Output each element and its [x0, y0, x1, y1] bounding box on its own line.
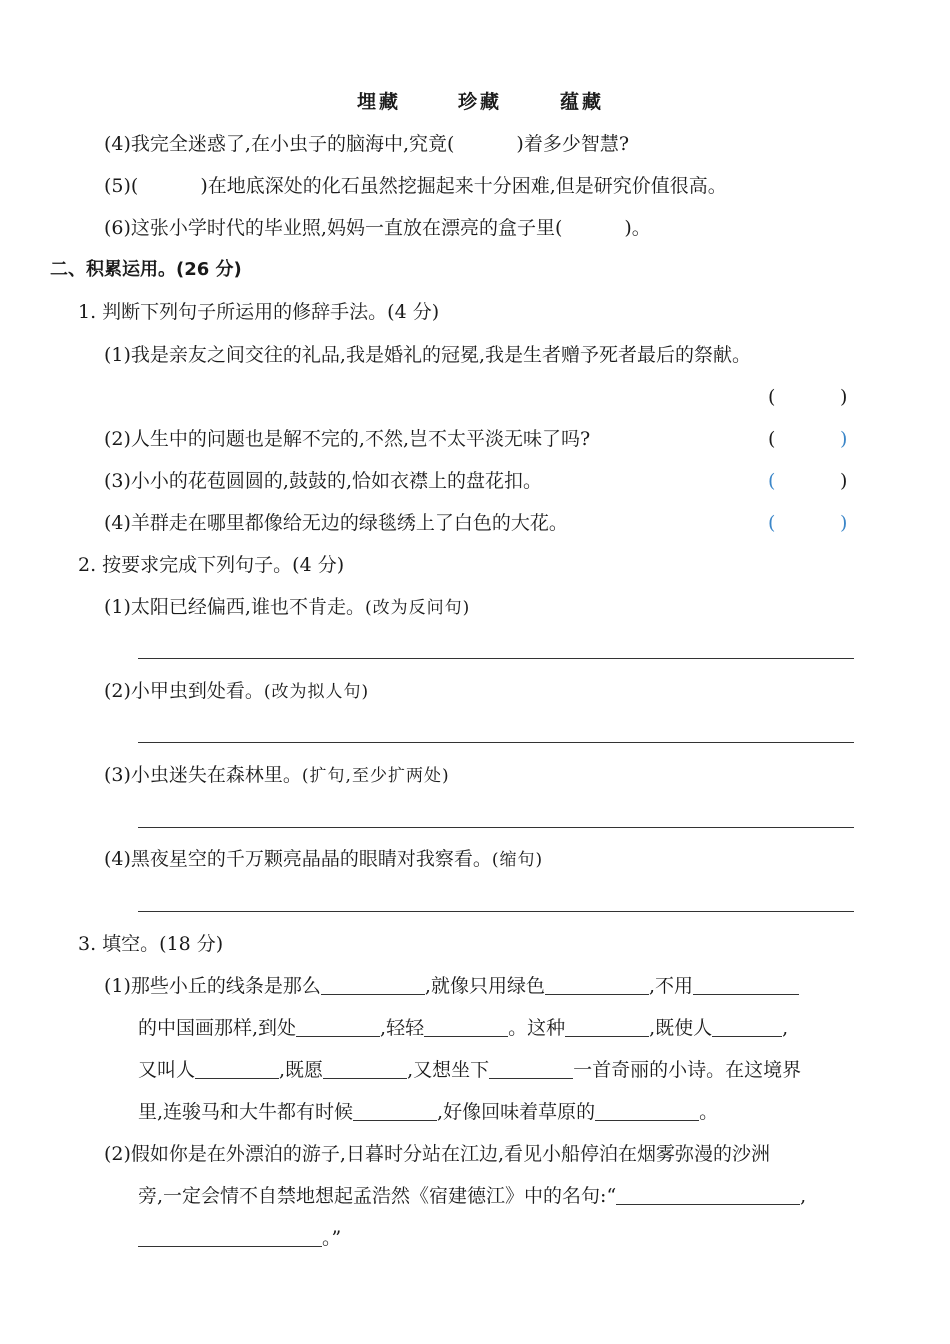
fill-blank-line: (1)那些小丘的线条是那么 ,就像只用绿色 ,不用: [104, 974, 799, 998]
fill-blank[interactable]: [693, 974, 799, 995]
fill-word-item: (5)( )在地底深处的化石虽然挖掘起来十分困难,但是研究价值很高。: [104, 175, 727, 197]
answer-paren-space[interactable]: [782, 511, 838, 535]
fill-blank[interactable]: [545, 974, 649, 995]
word-option: 埋藏: [357, 91, 402, 113]
answer-paren-open: (: [768, 428, 776, 450]
answer-paren-close: ): [840, 428, 848, 450]
question-title: 3. 填空。(18 分): [78, 933, 224, 955]
rewrite-item: (3)小虫迷失在森林里。(扩句,至少扩两处): [104, 764, 450, 786]
fill-blank[interactable]: [195, 1058, 279, 1079]
rhetoric-item: (3)小小的花苞圆圆的,鼓鼓的,恰如衣襟上的盘花扣。: [104, 470, 542, 492]
answer-paren-close: ): [840, 386, 848, 408]
answer-paren-close: ): [840, 470, 848, 492]
fill-blank[interactable]: [489, 1058, 573, 1079]
fill-blank[interactable]: [138, 1226, 322, 1247]
answer-paren-space[interactable]: [782, 427, 838, 451]
answer-paren-open: (: [768, 386, 776, 408]
rhetoric-item: (2)人生中的问题也是解不完的,不然,岂不太平淡无味了吗?: [104, 428, 591, 450]
fill-blank[interactable]: [321, 974, 425, 995]
rewrite-item: (4)黑夜星空的千万颗亮晶晶的眼睛对我察看。(缩句): [104, 848, 544, 870]
question-title: 1. 判断下列句子所运用的修辞手法。(4 分): [78, 301, 440, 323]
section-title: 二、积累运用。(26 分): [50, 259, 242, 280]
rewrite-item: (1)太阳已经偏西,谁也不肯走。(改为反问句): [104, 596, 471, 618]
fill-word-item: (6)这张小学时代的毕业照,妈妈一直放在漂亮的盒子里( )。: [104, 217, 651, 239]
answer-line[interactable]: [138, 911, 854, 912]
answer-paren-close: ): [840, 512, 848, 534]
fill-blank-line: 又叫人 ,既愿 ,又想坐下 一首奇丽的小诗。在这境界: [138, 1059, 802, 1081]
question-title: 2. 按要求完成下列句子。(4 分): [78, 554, 345, 576]
fill-blank-line: 里,连骏马和大牛都有时候 ,好像回味着草原的 。: [138, 1101, 719, 1123]
answer-line[interactable]: [138, 742, 854, 743]
fill-blank[interactable]: [296, 1016, 380, 1037]
rhetoric-item: (4)羊群走在哪里都像给无边的绿毯绣上了白色的大花。: [104, 512, 568, 534]
fill-blank[interactable]: [565, 1016, 649, 1037]
rewrite-item: (2)小甲虫到处看。(改为拟人句): [104, 680, 370, 702]
fill-blank[interactable]: [424, 1016, 508, 1037]
fill-blank[interactable]: [323, 1058, 407, 1079]
fill-blank[interactable]: [353, 1100, 437, 1121]
fill-blank-line: 的中国画那样,到处 ,轻轻 。这种 ,既使人 ,: [138, 1017, 789, 1039]
answer-paren-space[interactable]: [782, 385, 838, 409]
rhetoric-item: (1)我是亲友之间交往的礼品,我是婚礼的冠冕,我是生者赠予死者最后的祭献。: [104, 344, 751, 366]
poem-question-line: (2)假如你是在外漂泊的游子,日暮时分站在江边,看见小船停泊在烟雾弥漫的沙洲: [104, 1143, 770, 1165]
fill-blank[interactable]: [712, 1016, 782, 1037]
answer-paren-space[interactable]: [782, 469, 838, 493]
fill-blank[interactable]: [595, 1100, 699, 1121]
poem-question-line: 旁,一定会情不自禁地想起孟浩然《宿建德江》中的名句:“ ,: [138, 1185, 807, 1207]
fill-blank[interactable]: [616, 1184, 800, 1205]
word-options: [0, 89, 950, 115]
word-option: 珍藏: [458, 91, 503, 113]
answer-paren-open: (: [768, 470, 776, 492]
word-option: 蕴藏: [560, 91, 605, 113]
answer-line[interactable]: [138, 827, 854, 828]
fill-word-item: (4)我完全迷惑了,在小虫子的脑海中,究竟( )着多少智慧?: [104, 133, 630, 155]
answer-paren-open: (: [768, 512, 776, 534]
poem-question-line: 。”: [138, 1226, 341, 1250]
answer-line[interactable]: [138, 658, 854, 659]
